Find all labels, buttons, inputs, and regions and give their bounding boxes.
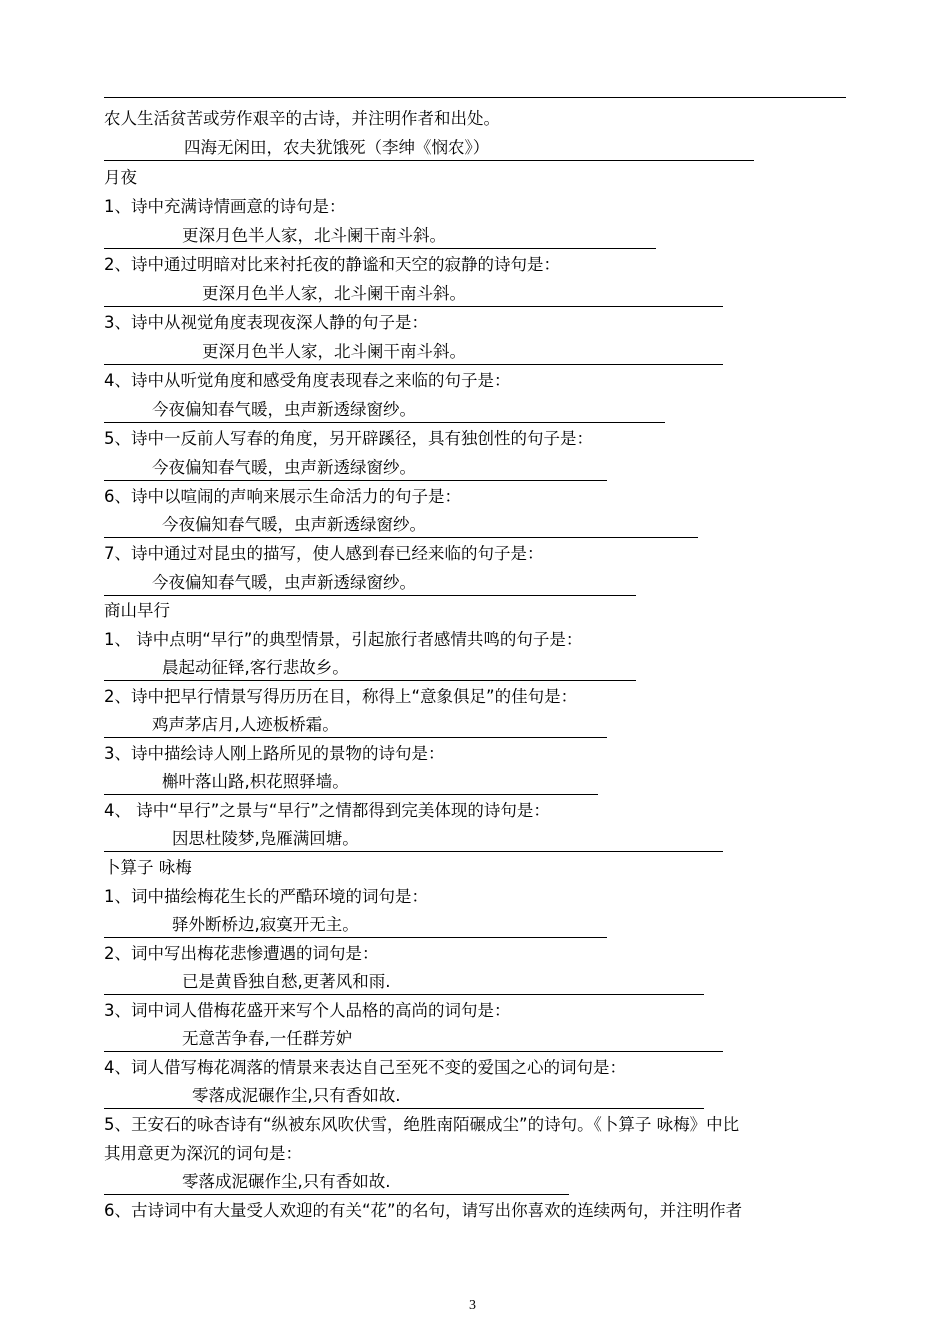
answer-underline <box>104 737 607 738</box>
question-text: 6、诗中以喧闹的声响来展示生命活力的句子是： <box>104 487 461 506</box>
answer-text: 四海无闲田，农夫犹饿死（李绅《悯农》） <box>184 138 490 157</box>
answer-underline <box>104 537 698 538</box>
answer-text: 驿外断桥边,寂寞开无主。 <box>172 915 359 934</box>
question-text: 5、王安石的咏杏诗有“纵被东风吹伏雪，绝胜南陌碾成尘”的诗句。《卜算子 咏梅》中比 <box>104 1115 740 1134</box>
answer-underline <box>104 306 723 307</box>
question-text: 卜算子 咏梅 <box>104 858 192 877</box>
answer-text: 更深月色半人家，北斗阑干南斗斜。 <box>182 226 446 245</box>
question-text: 1、词中描绘梅花生长的严酷环境的词句是： <box>104 887 428 906</box>
answer-text: 今夜偏知春气暖，虫声新透绿窗纱。 <box>152 573 416 592</box>
answer-underline <box>104 1108 704 1109</box>
answer-text: 晨起动征铎,客行悲故乡。 <box>162 658 349 677</box>
question-text: 商山早行 <box>104 601 170 620</box>
answer-underline <box>104 248 656 249</box>
answer-underline <box>104 595 636 596</box>
answer-underline <box>104 160 754 161</box>
answer-underline <box>104 851 723 852</box>
question-text: 农人生活贫苦或劳作艰辛的古诗，并注明作者和出处。 <box>104 109 500 128</box>
question-text: 4、诗中从听觉角度和感受角度表现春之来临的句子是： <box>104 371 511 390</box>
question-text: 3、词中词人借梅花盛开来写个人品格的高尚的词句是： <box>104 1001 511 1020</box>
answer-underline <box>104 480 607 481</box>
answer-underline <box>104 1194 569 1195</box>
question-text: 3、诗中从视觉角度表现夜深人静的句子是： <box>104 313 428 332</box>
question-text: 2、诗中通过明暗对比来衬托夜的静谧和天空的寂静的诗句是： <box>104 255 560 274</box>
answer-underline <box>104 680 636 681</box>
question-text: 3、诗中描绘诗人刚上路所见的景物的诗句是： <box>104 744 445 763</box>
question-text: 4、 诗中“早行”之景与“早行”之情都得到完美体现的诗句是： <box>104 801 550 820</box>
answer-text: 今夜偏知春气暖，虫声新透绿窗纱。 <box>152 458 416 477</box>
question-text: 6、古诗词中有大量受人欢迎的有关“花”的名句，请写出你喜欢的连续两句，并注明作者 <box>104 1201 743 1220</box>
answer-underline <box>104 422 665 423</box>
answer-underline <box>104 1051 723 1052</box>
question-text: 1、 诗中点明“早行”的典型情景，引起旅行者感情共鸣的句子是： <box>104 630 583 649</box>
answer-underline <box>104 364 723 365</box>
answer-text: 今夜偏知春气暖，虫声新透绿窗纱。 <box>162 515 426 534</box>
question-text: 7、诗中通过对昆虫的描写，使人感到春已经来临的句子是： <box>104 544 544 563</box>
answer-underline <box>104 994 704 995</box>
question-text: 1、诗中充满诗情画意的诗句是： <box>104 197 346 216</box>
answer-text: 鸡声茅店月,人迹板桥霜。 <box>152 715 339 734</box>
answer-text: 槲叶落山路,枳花照驿墙。 <box>162 772 349 791</box>
answer-text: 因思杜陵梦,凫雁满回塘。 <box>172 829 359 848</box>
question-text: 5、诗中一反前人写春的角度，另开辟蹊径，具有独创性的句子是： <box>104 429 593 448</box>
answer-text: 无意苦争春,一任群芳妒 <box>182 1029 353 1048</box>
page-number: 3 <box>469 1298 476 1313</box>
header-rule <box>104 97 846 98</box>
answer-text: 更深月色半人家，北斗阑干南斗斜。 <box>202 342 466 361</box>
answer-text: 零落成泥碾作尘,只有香如故. <box>182 1172 391 1191</box>
question-text: 月夜 <box>104 168 137 187</box>
answer-underline <box>104 794 598 795</box>
answer-underline <box>104 937 607 938</box>
answer-text: 已是黄昏独自愁,更著风和雨. <box>182 972 391 991</box>
answer-text: 更深月色半人家，北斗阑干南斗斜。 <box>202 284 466 303</box>
question-text: 4、词人借写梅花凋落的情景来表达自己至死不变的爱国之心的词句是： <box>104 1058 626 1077</box>
question-text: 2、词中写出梅花悲惨遭遇的词句是： <box>104 944 379 963</box>
question-text: 其用意更为深沉的词句是： <box>104 1144 302 1163</box>
answer-text: 零落成泥碾作尘,只有香如故. <box>192 1086 401 1105</box>
question-text: 2、诗中把早行情景写得历历在目，称得上“意象俱足”的佳句是： <box>104 687 578 706</box>
answer-text: 今夜偏知春气暖，虫声新透绿窗纱。 <box>152 400 416 419</box>
